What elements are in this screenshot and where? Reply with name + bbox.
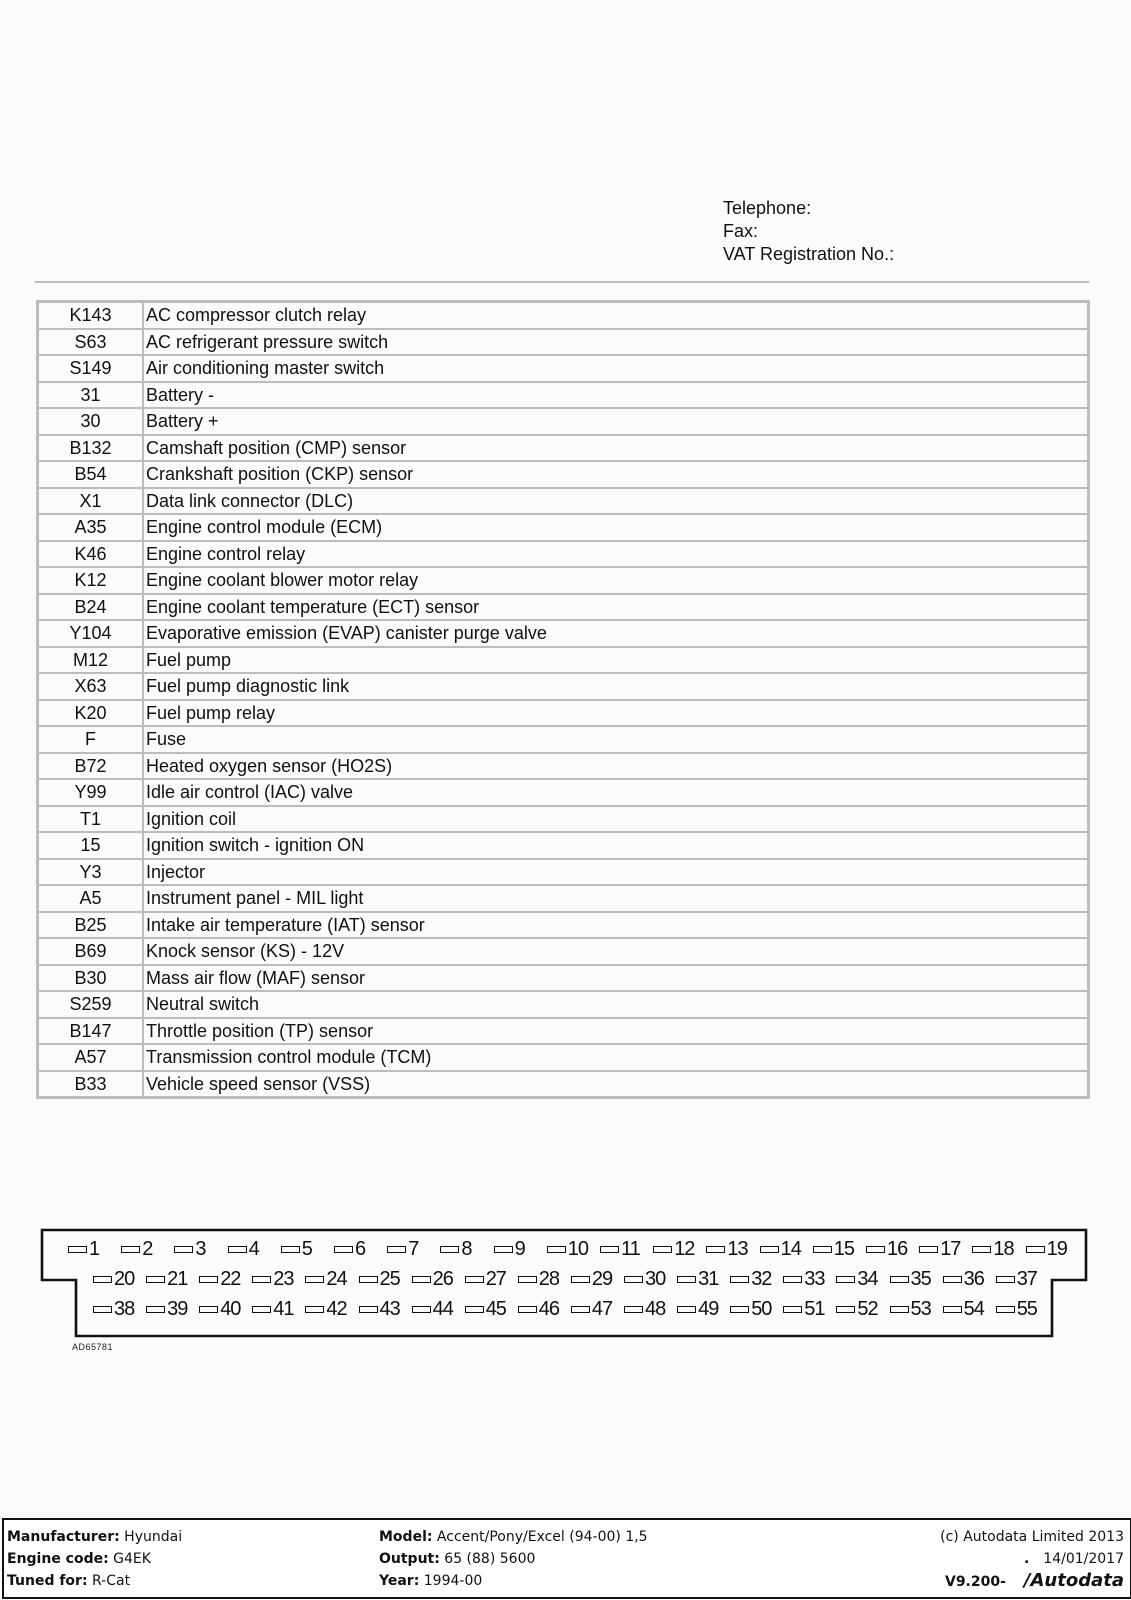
pin-number: 49	[698, 1298, 719, 1320]
table-row	[38, 779, 1089, 806]
component-description: Idle air control (IAC) valve	[143, 779, 1089, 806]
pin-slot-icon	[305, 1276, 324, 1283]
component-code: B72	[38, 753, 144, 780]
pin-number: 37	[1016, 1268, 1037, 1290]
component-description: Injector	[143, 859, 1089, 886]
connector-pin	[547, 1238, 588, 1258]
pin-slot-icon	[890, 1276, 909, 1283]
pin-number: 14	[780, 1238, 801, 1260]
pin-slot-icon	[677, 1306, 696, 1313]
connector-pin	[677, 1268, 718, 1288]
component-code: K12	[38, 567, 144, 594]
connector-pin	[334, 1238, 365, 1258]
table-row	[38, 726, 1089, 753]
pin-slot-icon	[919, 1246, 938, 1253]
pin-slot-icon	[677, 1276, 696, 1283]
pin-slot-icon	[547, 1246, 566, 1253]
pin-number: 28	[538, 1268, 560, 1290]
version-line	[940, 1570, 1124, 1593]
connector-label: AD65781	[72, 1342, 114, 1352]
table-row	[38, 514, 1089, 541]
pin-slot-icon	[359, 1276, 378, 1283]
pin-number: 13	[727, 1238, 748, 1260]
pin-slot-icon	[359, 1306, 378, 1313]
pin-slot-icon	[571, 1306, 590, 1313]
table-row	[38, 885, 1089, 912]
connector-pin	[706, 1238, 747, 1258]
connector-pin	[653, 1238, 694, 1258]
pin-slot-icon	[68, 1246, 87, 1253]
table-row	[38, 541, 1089, 568]
connector-pin	[760, 1238, 801, 1258]
pin-number: 29	[591, 1268, 613, 1290]
table-row	[38, 647, 1089, 674]
pin-slot-icon	[624, 1276, 643, 1283]
fax-label: Fax:	[723, 221, 759, 241]
table-row	[38, 461, 1089, 488]
pin-number: 33	[804, 1268, 825, 1290]
component-description: Data link connector (DLC)	[143, 488, 1089, 515]
component-description: Heated oxygen sensor (HO2S)	[143, 753, 1089, 780]
pin-number: 27	[485, 1268, 506, 1290]
table-row	[38, 965, 1089, 992]
pin-number: 47	[591, 1298, 613, 1320]
pin-slot-icon	[600, 1246, 619, 1253]
component-code: B30	[38, 965, 144, 992]
component-code: T1	[38, 806, 144, 833]
pin-slot-icon	[813, 1246, 832, 1253]
connector-pin	[943, 1268, 984, 1288]
pin-number: 46	[538, 1298, 560, 1320]
connector-pin	[252, 1268, 293, 1288]
table-row	[38, 488, 1089, 515]
pin-number: 45	[485, 1298, 506, 1320]
pin-number: 3	[195, 1238, 206, 1260]
pin-slot-icon	[199, 1306, 218, 1313]
component-code: B54	[38, 461, 144, 488]
pin-slot-icon	[93, 1306, 112, 1313]
table-row	[38, 673, 1089, 700]
pin-number: 6	[355, 1238, 366, 1260]
connector-pin	[1026, 1238, 1067, 1258]
table-row	[38, 1071, 1089, 1098]
pin-number: 20	[114, 1268, 135, 1290]
year-line: Year: 1994-00	[379, 1573, 483, 1589]
table-row	[38, 620, 1089, 647]
connector-pin	[600, 1238, 640, 1258]
pin-number: 32	[751, 1268, 772, 1290]
component-description: Battery +	[143, 408, 1089, 435]
component-description: Camshaft position (CMP) sensor	[143, 435, 1089, 462]
pin-slot-icon	[252, 1276, 271, 1283]
table-row	[38, 938, 1089, 965]
component-description: Neutral switch	[143, 991, 1089, 1018]
component-description: Engine control relay	[143, 541, 1089, 568]
pin-slot-icon	[571, 1276, 590, 1283]
table-row	[38, 302, 1089, 329]
connector-pin	[146, 1298, 187, 1318]
table-row	[38, 859, 1089, 886]
component-code: B69	[38, 938, 144, 965]
output-value: 65 (88) 5600	[444, 1551, 536, 1567]
component-description: Engine coolant blower motor relay	[143, 567, 1089, 594]
component-description: Mass air flow (MAF) sensor	[143, 965, 1089, 992]
pin-number: 41	[273, 1298, 294, 1320]
component-code: A35	[38, 514, 144, 541]
table-row	[38, 1018, 1089, 1045]
connector-pin	[228, 1238, 259, 1258]
pin-slot-icon	[653, 1246, 672, 1253]
pin-number: 53	[910, 1298, 931, 1320]
pin-slot-icon	[146, 1306, 165, 1313]
table-row	[38, 832, 1089, 859]
pin-number: 31	[698, 1268, 719, 1290]
pin-slot-icon	[836, 1306, 855, 1313]
pin-slot-icon	[783, 1306, 802, 1313]
pin-number: 1	[89, 1238, 100, 1260]
pin-slot-icon	[1026, 1246, 1045, 1253]
connector-pin	[996, 1298, 1037, 1318]
footer-col-publisher	[940, 1526, 1124, 1593]
connector-pin	[972, 1238, 1013, 1258]
connector-pin	[146, 1268, 187, 1288]
vat-label: VAT Registration No.:	[723, 244, 895, 264]
pin-slot-icon	[440, 1246, 459, 1253]
component-code: X1	[38, 488, 144, 515]
model-value: Accent/Pony/Excel (94-00) 1,5	[436, 1529, 648, 1545]
pin-slot-icon	[305, 1306, 324, 1313]
pin-slot-icon	[706, 1246, 725, 1253]
component-description: Vehicle speed sensor (VSS)	[143, 1071, 1089, 1098]
connector-pin	[518, 1268, 559, 1288]
pin-slot-icon	[412, 1276, 431, 1283]
pin-slot-icon	[228, 1246, 247, 1253]
table-row	[38, 567, 1089, 594]
pin-slot-icon	[943, 1306, 962, 1313]
model-line: Model: Accent/Pony/Excel (94-00) 1,5	[379, 1529, 648, 1545]
engine-code-value: G4EK	[113, 1551, 151, 1567]
print-date: 14/01/2017	[1043, 1551, 1124, 1567]
pin-number: 43	[379, 1298, 400, 1320]
connector-pin	[494, 1238, 525, 1258]
component-code: K143	[38, 302, 144, 329]
component-code: B33	[38, 1071, 144, 1098]
connector-pin	[359, 1268, 400, 1288]
pin-slot-icon	[252, 1306, 271, 1313]
pin-slot-icon	[972, 1246, 991, 1253]
pin-number: 10	[567, 1238, 589, 1260]
connector-pin	[996, 1268, 1037, 1288]
pin-number: 24	[326, 1268, 347, 1290]
connector-pin	[465, 1298, 506, 1318]
component-description: Evaporative emission (EVAP) canister purge valve	[143, 620, 1089, 647]
pin-number: 55	[1016, 1298, 1037, 1320]
component-description: Ignition switch - ignition ON	[143, 832, 1089, 859]
pin-number: 5	[301, 1238, 312, 1260]
component-description: Engine control module (ECM)	[143, 514, 1089, 541]
connector-pin	[730, 1268, 771, 1288]
pin-number: 8	[461, 1238, 472, 1260]
pin-number: 19	[1046, 1238, 1067, 1260]
connector-pin	[199, 1298, 240, 1318]
component-code: S149	[38, 355, 144, 382]
pin-slot-icon	[760, 1246, 779, 1253]
pin-slot-icon	[836, 1276, 855, 1283]
pin-number: 51	[804, 1298, 825, 1320]
table-row	[38, 435, 1089, 462]
connector-pin	[440, 1238, 471, 1258]
connector-pin	[387, 1238, 418, 1258]
component-description: Battery -	[143, 382, 1089, 409]
manufacturer-line: Manufacturer: Hyundai	[7, 1529, 183, 1545]
connector-pin	[305, 1298, 346, 1318]
pin-number: 12	[674, 1238, 695, 1260]
pin-slot-icon	[783, 1276, 802, 1283]
version: V9.200-	[944, 1574, 1006, 1590]
telephone-label: Telephone:	[723, 198, 812, 218]
pin-slot-icon	[146, 1276, 165, 1283]
year-value: 1994-00	[423, 1573, 483, 1589]
pin-slot-icon	[412, 1306, 431, 1313]
pin-number: 15	[833, 1238, 855, 1260]
table-row	[38, 991, 1089, 1018]
pin-slot-icon	[730, 1306, 749, 1313]
pin-number: 50	[751, 1298, 772, 1320]
header-divider	[35, 281, 1089, 283]
component-table	[36, 300, 1090, 1099]
pin-number: 35	[910, 1268, 931, 1290]
table-row	[38, 329, 1089, 356]
connector-pin	[412, 1298, 453, 1318]
pin-number: 7	[408, 1238, 419, 1260]
connector-pin	[813, 1238, 854, 1258]
pin-slot-icon	[199, 1276, 218, 1283]
pin-number: 36	[963, 1268, 984, 1290]
component-description: Throttle position (TP) sensor	[143, 1018, 1089, 1045]
footer-col-vehicle	[7, 1526, 182, 1592]
connector-pin	[121, 1238, 152, 1258]
pin-slot-icon	[494, 1246, 513, 1253]
component-description: Knock sensor (KS) - 12V	[143, 938, 1089, 965]
output-line: Output: 65 (88) 5600	[379, 1551, 536, 1567]
component-description: Crankshaft position (CKP) sensor	[143, 461, 1089, 488]
component-code: B132	[38, 435, 144, 462]
pin-slot-icon	[121, 1246, 140, 1253]
pin-slot-icon	[518, 1306, 537, 1313]
date-dot: .	[1023, 1551, 1030, 1567]
component-description: Fuse	[143, 726, 1089, 753]
pin-slot-icon	[93, 1276, 112, 1283]
component-description: AC compressor clutch relay	[143, 302, 1089, 329]
component-code: B25	[38, 912, 144, 939]
connector-pin	[93, 1268, 134, 1288]
contact-block	[723, 197, 894, 266]
pin-number: 17	[940, 1238, 961, 1260]
pin-number: 4	[248, 1238, 259, 1260]
connector-pin	[730, 1298, 771, 1318]
pin-slot-icon	[866, 1246, 885, 1253]
connector-pin	[359, 1298, 400, 1318]
component-code: S259	[38, 991, 144, 1018]
footer-box	[2, 1518, 1131, 1599]
pin-number: 9	[514, 1238, 525, 1260]
connector-pin	[919, 1238, 960, 1258]
component-code: Y3	[38, 859, 144, 886]
connector-pin	[305, 1268, 346, 1288]
engine-code-line: Engine code: G4EK	[7, 1551, 151, 1567]
component-code: 30	[38, 408, 144, 435]
component-code: S63	[38, 329, 144, 356]
copyright: (c) Autodata Limited 2013	[940, 1529, 1124, 1545]
connector-pin	[783, 1298, 824, 1318]
connector-pin	[836, 1268, 877, 1288]
table-row	[38, 1044, 1089, 1071]
component-code: 31	[38, 382, 144, 409]
pin-number: 54	[963, 1298, 984, 1320]
pin-number: 16	[887, 1238, 908, 1260]
connector-pin	[252, 1298, 293, 1318]
pin-number: 22	[220, 1268, 241, 1290]
connector-pin	[624, 1298, 665, 1318]
pin-number: 40	[220, 1298, 241, 1320]
component-code: K46	[38, 541, 144, 568]
pin-slot-icon	[996, 1306, 1015, 1313]
pin-slot-icon	[465, 1276, 484, 1283]
pin-number: 30	[645, 1268, 666, 1290]
connector-pin	[518, 1298, 559, 1318]
pin-number: 23	[273, 1268, 294, 1290]
table-row	[38, 806, 1089, 833]
pin-slot-icon	[730, 1276, 749, 1283]
component-code: B24	[38, 594, 144, 621]
pin-number: 18	[993, 1238, 1014, 1260]
component-description: Instrument panel - MIL light	[143, 885, 1089, 912]
component-description: Air conditioning master switch	[143, 355, 1089, 382]
connector-pin	[174, 1238, 205, 1258]
pin-number: 44	[432, 1298, 453, 1320]
table-row	[38, 408, 1089, 435]
table-row	[38, 912, 1089, 939]
component-description: Engine coolant temperature (ECT) sensor	[143, 594, 1089, 621]
pin-slot-icon	[996, 1276, 1015, 1283]
connector-pin	[866, 1238, 907, 1258]
pin-slot-icon	[281, 1246, 300, 1253]
component-description: Ignition coil	[143, 806, 1089, 833]
connector-pin	[199, 1268, 240, 1288]
component-code: M12	[38, 647, 144, 674]
pin-number: 52	[857, 1298, 878, 1320]
connector-pin	[890, 1268, 931, 1288]
component-description: Fuel pump	[143, 647, 1089, 674]
connector-pin	[93, 1298, 134, 1318]
component-description: Intake air temperature (IAT) sensor	[143, 912, 1089, 939]
component-description: Fuel pump relay	[143, 700, 1089, 727]
pin-number: 42	[326, 1298, 347, 1320]
pin-number: 26	[432, 1268, 453, 1290]
component-code: A57	[38, 1044, 144, 1071]
pin-number: 38	[114, 1298, 135, 1320]
pin-slot-icon	[624, 1306, 643, 1313]
connector-pin	[624, 1268, 665, 1288]
component-description: Fuel pump diagnostic link	[143, 673, 1089, 700]
pin-number: 2	[142, 1238, 153, 1260]
pin-number: 48	[645, 1298, 666, 1320]
table-row	[38, 594, 1089, 621]
manufacturer-value: Hyundai	[124, 1529, 183, 1545]
pin-slot-icon	[518, 1276, 537, 1283]
component-description: Transmission control module (TCM)	[143, 1044, 1089, 1071]
connector-pin	[68, 1238, 99, 1258]
table-row	[38, 753, 1089, 780]
component-code: K20	[38, 700, 144, 727]
tuned-for-line: Tuned for: R-Cat	[7, 1573, 131, 1589]
pin-slot-icon	[387, 1246, 406, 1253]
pin-slot-icon	[465, 1306, 484, 1313]
component-description: AC refrigerant pressure switch	[143, 329, 1089, 356]
connector-pin	[836, 1298, 877, 1318]
connector-pin	[890, 1298, 931, 1318]
pin-slot-icon	[174, 1246, 193, 1253]
pin-slot-icon	[943, 1276, 962, 1283]
connector-pin	[677, 1298, 718, 1318]
footer-col-model	[379, 1526, 648, 1592]
connector-pin	[783, 1268, 824, 1288]
pin-number: 39	[167, 1298, 188, 1320]
pin-number: 21	[167, 1268, 188, 1290]
connector-pin	[412, 1268, 453, 1288]
autodata-logo: /Autodata	[1023, 1570, 1124, 1591]
component-code: X63	[38, 673, 144, 700]
pin-number: 34	[857, 1268, 878, 1290]
table-row	[38, 382, 1089, 409]
table-row	[38, 355, 1089, 382]
connector-pin	[571, 1298, 612, 1318]
pin-slot-icon	[334, 1246, 353, 1253]
component-code: A5	[38, 885, 144, 912]
component-code: F	[38, 726, 144, 753]
date-line	[940, 1548, 1124, 1570]
pin-number: 25	[379, 1268, 400, 1290]
component-code: Y104	[38, 620, 144, 647]
pin-number: 11	[621, 1238, 640, 1260]
connector-pin	[465, 1268, 506, 1288]
table-row	[38, 700, 1089, 727]
pin-slot-icon	[890, 1306, 909, 1313]
connector-pin	[943, 1298, 984, 1318]
component-code: B147	[38, 1018, 144, 1045]
connector-pin	[571, 1268, 612, 1288]
component-code: Y99	[38, 779, 144, 806]
tuned-for-value: R-Cat	[92, 1573, 131, 1589]
connector-pin	[281, 1238, 312, 1258]
component-code: 15	[38, 832, 144, 859]
